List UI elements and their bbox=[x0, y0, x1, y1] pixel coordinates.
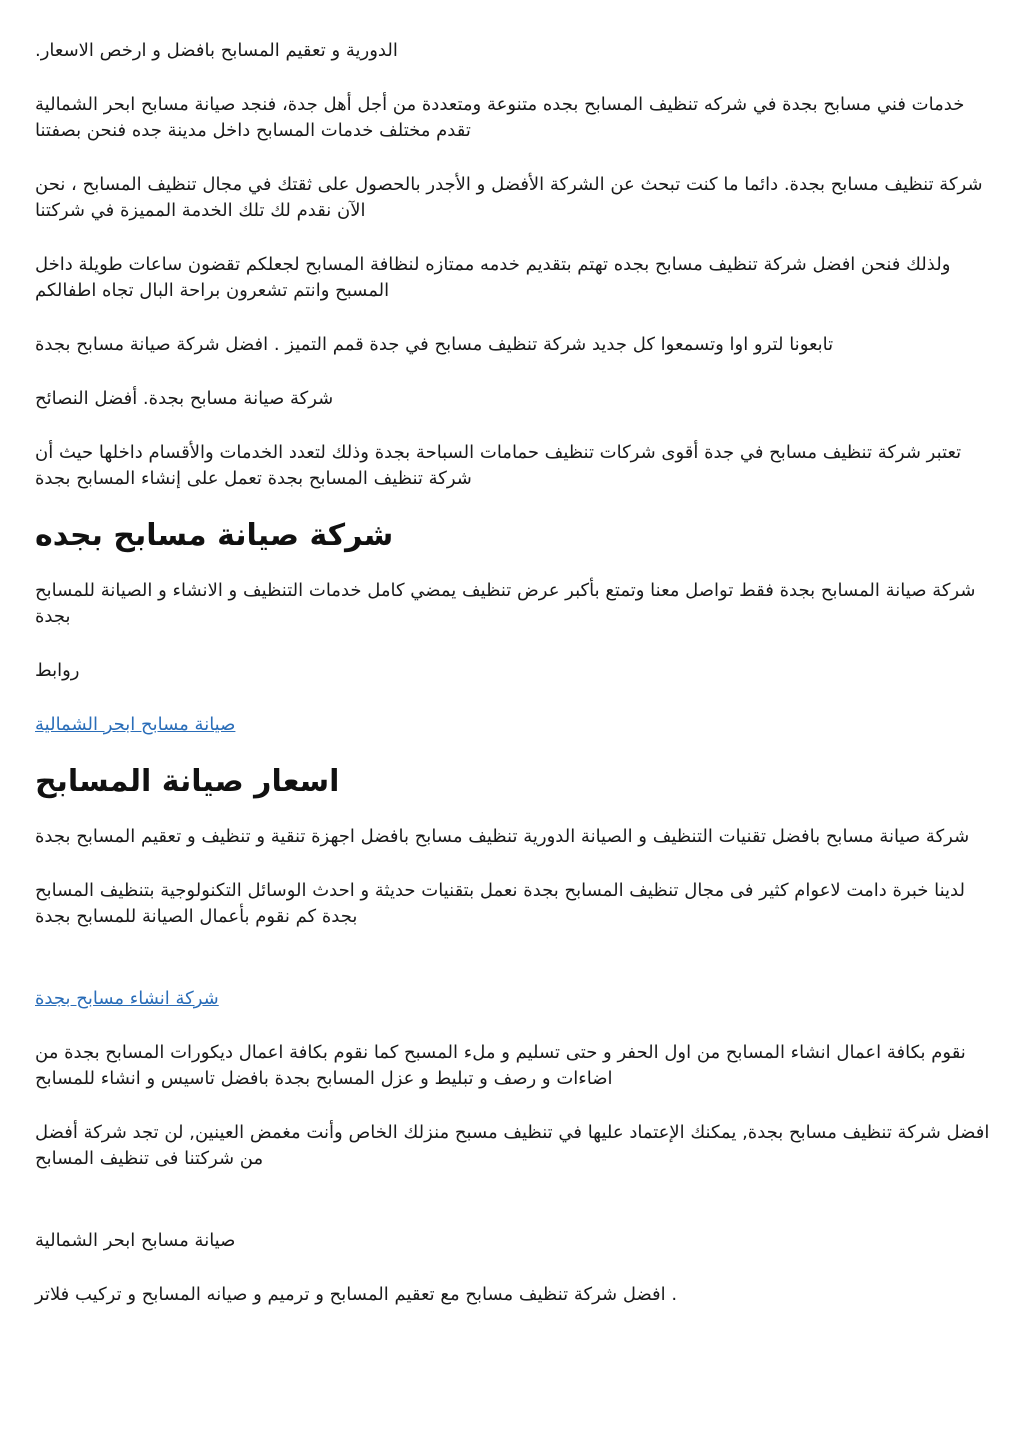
paragraph: افضل شركة تنظيف مسابح بجدة, يمكنك الإعتماد عليها في تنظيف مسبح منزلك الخاص وأنت مغمض العينين, لن تجد شركة أفضل من شركتنا فى تنظيف المسابح bbox=[35, 1122, 990, 1169]
paragraph: شركة صيانة مسابح بجدة. أفضل النصائح bbox=[35, 388, 334, 409]
paragraph: تابعونا لترو اوا وتسمعوا كل جديد شركة تنظيف مسابح في جدة قمم التميز . افضل شركة صيانة مسابح بجدة bbox=[35, 334, 834, 355]
paragraph: خدمات فني مسابح بجدة في شركه تنظيف المسابح بجده متنوعة ومتعددة من أجل أهل جدة، فنجد صيانة مسابح ابحر الشمالية تقدم مختلف خدمات المسابح داخل مدينة جده فنحن بصفتنا bbox=[35, 94, 965, 141]
link-abhur-pools[interactable]: صيانة مسابح ابحر الشمالية bbox=[35, 714, 236, 735]
paragraph: الدورية و تعقيم المسابح بافضل و ارخص الاسعار. bbox=[35, 40, 398, 61]
paragraph: ولذلك فنحن افضل شركة تنظيف مسابح بجده تهتم بتقديم خدمه ممتازه لنظافة المسابح لجعلكم تقضون ساعات طويلة داخل المسبح وانتم تشعرون براحة البال تجاه اطفالكم bbox=[35, 254, 951, 301]
section-heading: اسعار صيانة المسابح bbox=[35, 764, 340, 799]
section-heading: شركة صيانة مسابح بجده bbox=[35, 518, 394, 553]
paragraph: شركة صيانة مسابح بافضل تقنيات التنظيف و الصيانة الدورية تنظيف مسابح بافضل اجهزة تنقية و تنظيف و تعقيم المسابح بجدة bbox=[35, 826, 970, 847]
paragraph: شركة تنظيف مسابح بجدة. دائما ما كنت تبحث عن الشركة الأفضل و الأجدر بالحصول على ثقتك في مجال تنظيف المسابح ، نحن الآن نقدم لك تلك الخدمة المميزة في شركتنا bbox=[35, 174, 983, 221]
paragraph: شركة صيانة المسابح بجدة فقط تواصل معنا وتمتع بأكبر عرض تنظيف يمضي كامل خدمات التنظيف و الانشاء و الصيانة للمسابح بجدة bbox=[35, 580, 976, 627]
link-pool-construction[interactable]: شركة انشاء مسابح بجدة bbox=[35, 988, 219, 1009]
links-label: روابط bbox=[35, 660, 80, 681]
paragraph: تعتبر شركة تنظيف مسابح في جدة أقوى شركات تنظيف حمامات السباحة بجدة وذلك لتعدد الخدمات والأقسام داخلها حيث أن شركة تنظيف المسابح بجدة تعمل على إنشاء المسابح بجدة bbox=[35, 442, 962, 489]
document-body bbox=[35, 38, 990, 1308]
paragraph: . افضل شركة تنظيف مسابح مع تعقيم المسابح و ترميم و صيانه المسابح و تركيب فلاتر bbox=[35, 1284, 678, 1305]
paragraph: لدينا خبرة دامت لاعوام كثير فى مجال تنظيف المسابح بجدة نعمل بتقنيات حديثة و احدث الوسائل التكنولوجية بتنظيف المسابح بجدة كم نقوم بأعمال الصيانة للمسابح بجدة bbox=[35, 880, 965, 927]
paragraph: نقوم بكافة اعمال انشاء المسابح من اول الحفر و حتى تسليم و ملء المسبح كما نقوم بكافة اعمال ديكورات المسابح بجدة من اضاءات و رصف و تبليط و عزل المسابح بجدة بافضل تاسيس و انشاء للمسابح bbox=[35, 1042, 966, 1089]
paragraph: صيانة مسابح ابحر الشمالية bbox=[35, 1230, 236, 1251]
